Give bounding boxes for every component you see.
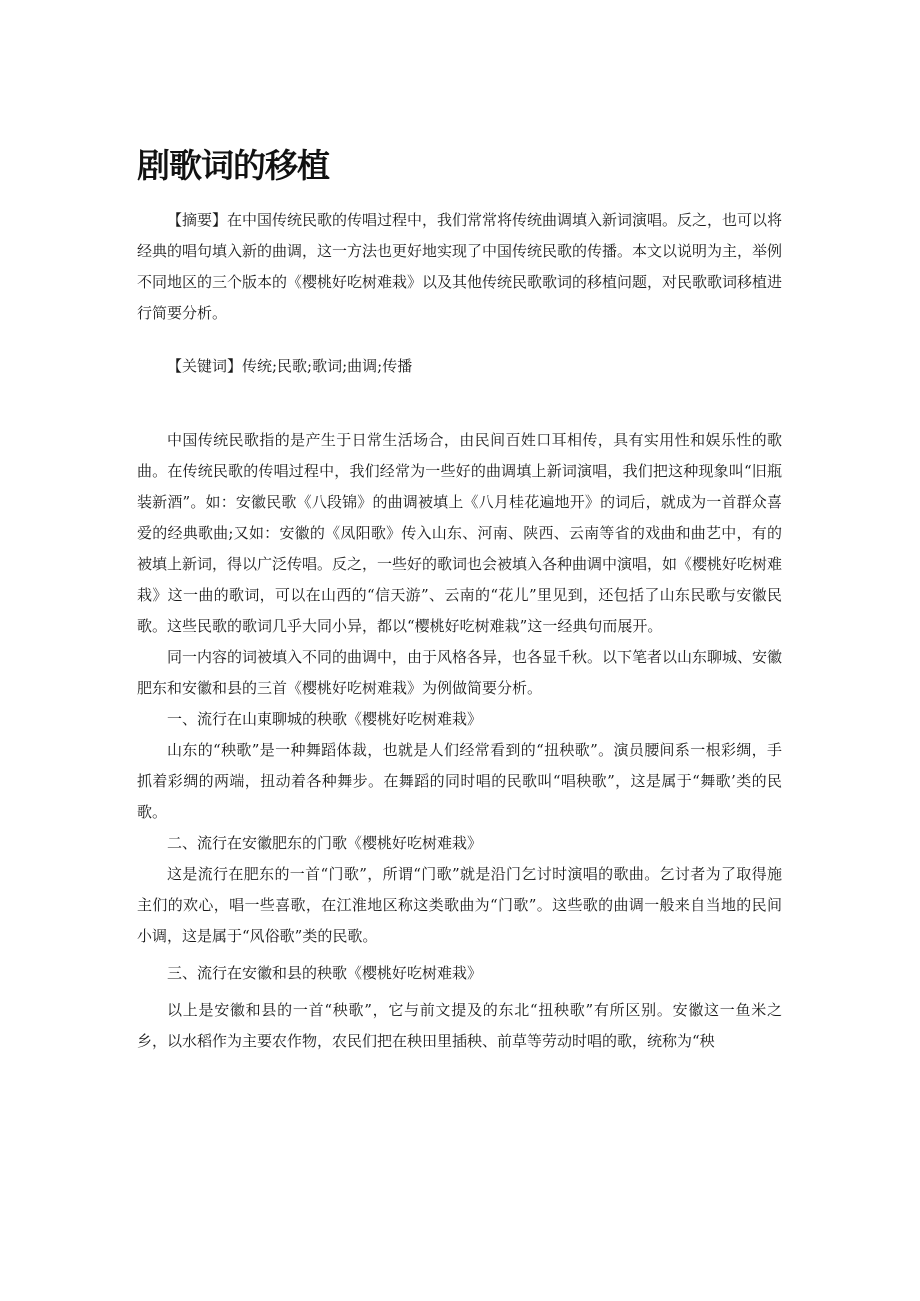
body-paragraph: 以上是安徽和县的一首“秧歌”，它与前文提及的东北“扭秧歌”有所区别。安徽这一鱼米之乡，以水稻作为主要农作物，农民们把在秧田里插秧、前草等劳动时唱的歌，统称为“秧: [137, 1001, 782, 1050]
keywords-section: [137, 351, 782, 382]
body-paragraph: 中国传统民歌指的是产生于日常生活场合，由民间百姓口耳相传，具有实用性和娱乐性的歌曲。在传统民歌的传唱过程中，我们经常为一些好的曲调填上新词演唱，我们把这种现象叫“旧瓶装新酒”。如：安徽民歌《八段锦》的曲调被填上《八月桂花遍地开》的词后，就成为一首群众喜爱的经典歌曲;又如：安徽的《凤阳歌》传入山东、河南、陕西、云南等省的戏曲和曲艺中，有的被填上新词，得以广泛传唱。反之，一些好的歌词也会被填入各种曲调中演唱，如《樱桃好吃树难栽》这一曲的歌词，可以在山西的“信天游”、云南的“花儿”里见到，还包括了山东民歌与安徽民歌。这些民歌的歌词几乎大同小异，都以“樱桃好吃树难栽”这一经典句而展开。: [137, 431, 783, 635]
body-paragraph: 这是流行在肥东的一首“门歌”，所谓“门歌”就是沿门乞讨时演唱的歌曲。乞讨者为了取得施主们的欢心，唱一些喜歌，在江淮地区称这类歌曲为“门歌”。这些歌的曲调一般来自当地的民间小调，这是属于“风俗歌”类的民歌。: [137, 865, 782, 945]
keywords-line: 【关键词】传统;民歌;歌词;曲调;传播: [167, 357, 413, 375]
main-content: [137, 425, 782, 1057]
section-heading-2: 二、流行在安徽肥东的门歌《樱桃好吃树难栽》: [167, 834, 483, 852]
body-paragraph: 同一内容的词被填入不同的曲调中，由于风格各异，也各显千秋。以下笔者以山东聊城、安徽肥东和安徽和县的三首《樱桃好吃树难栽》为例做简要分析。: [137, 648, 783, 697]
abstract-paragraph: 【摘要】在中国传统民歌的传唱过程中，我们常常将传统曲调填入新词演唱。反之，也可以将经典的唱句填入新的曲调，这一方法也更好地实现了中国传统民歌的传播。本文以说明为主，举例不同地区的三个版本的《樱桃好吃树难栽》以及其他传统民歌歌词的移植问题，对民歌歌词移植进行简要分析。: [137, 211, 783, 322]
section-heading-1: 一、流行在山東聊城的秧歌《樱桃好吃树难栽》: [167, 710, 483, 728]
page-title: 剧歌词的移植: [137, 146, 329, 185]
body-paragraph: 山东的“秧歌”是一种舞蹈体裁，也就是人们经常看到的“扭秧歌”。演员腰间系一根彩绸，手抓着彩绸的两端，扭动着各种舞步。在舞蹈的同时唱的民歌叫“唱秧歌”，这是属于“舞歌’类的民歌。: [137, 741, 782, 821]
abstract-section: [137, 205, 782, 329]
section-heading-3: 三、流行在安徽和县的秧歌《樱桃好吃树难栽》: [167, 964, 483, 982]
